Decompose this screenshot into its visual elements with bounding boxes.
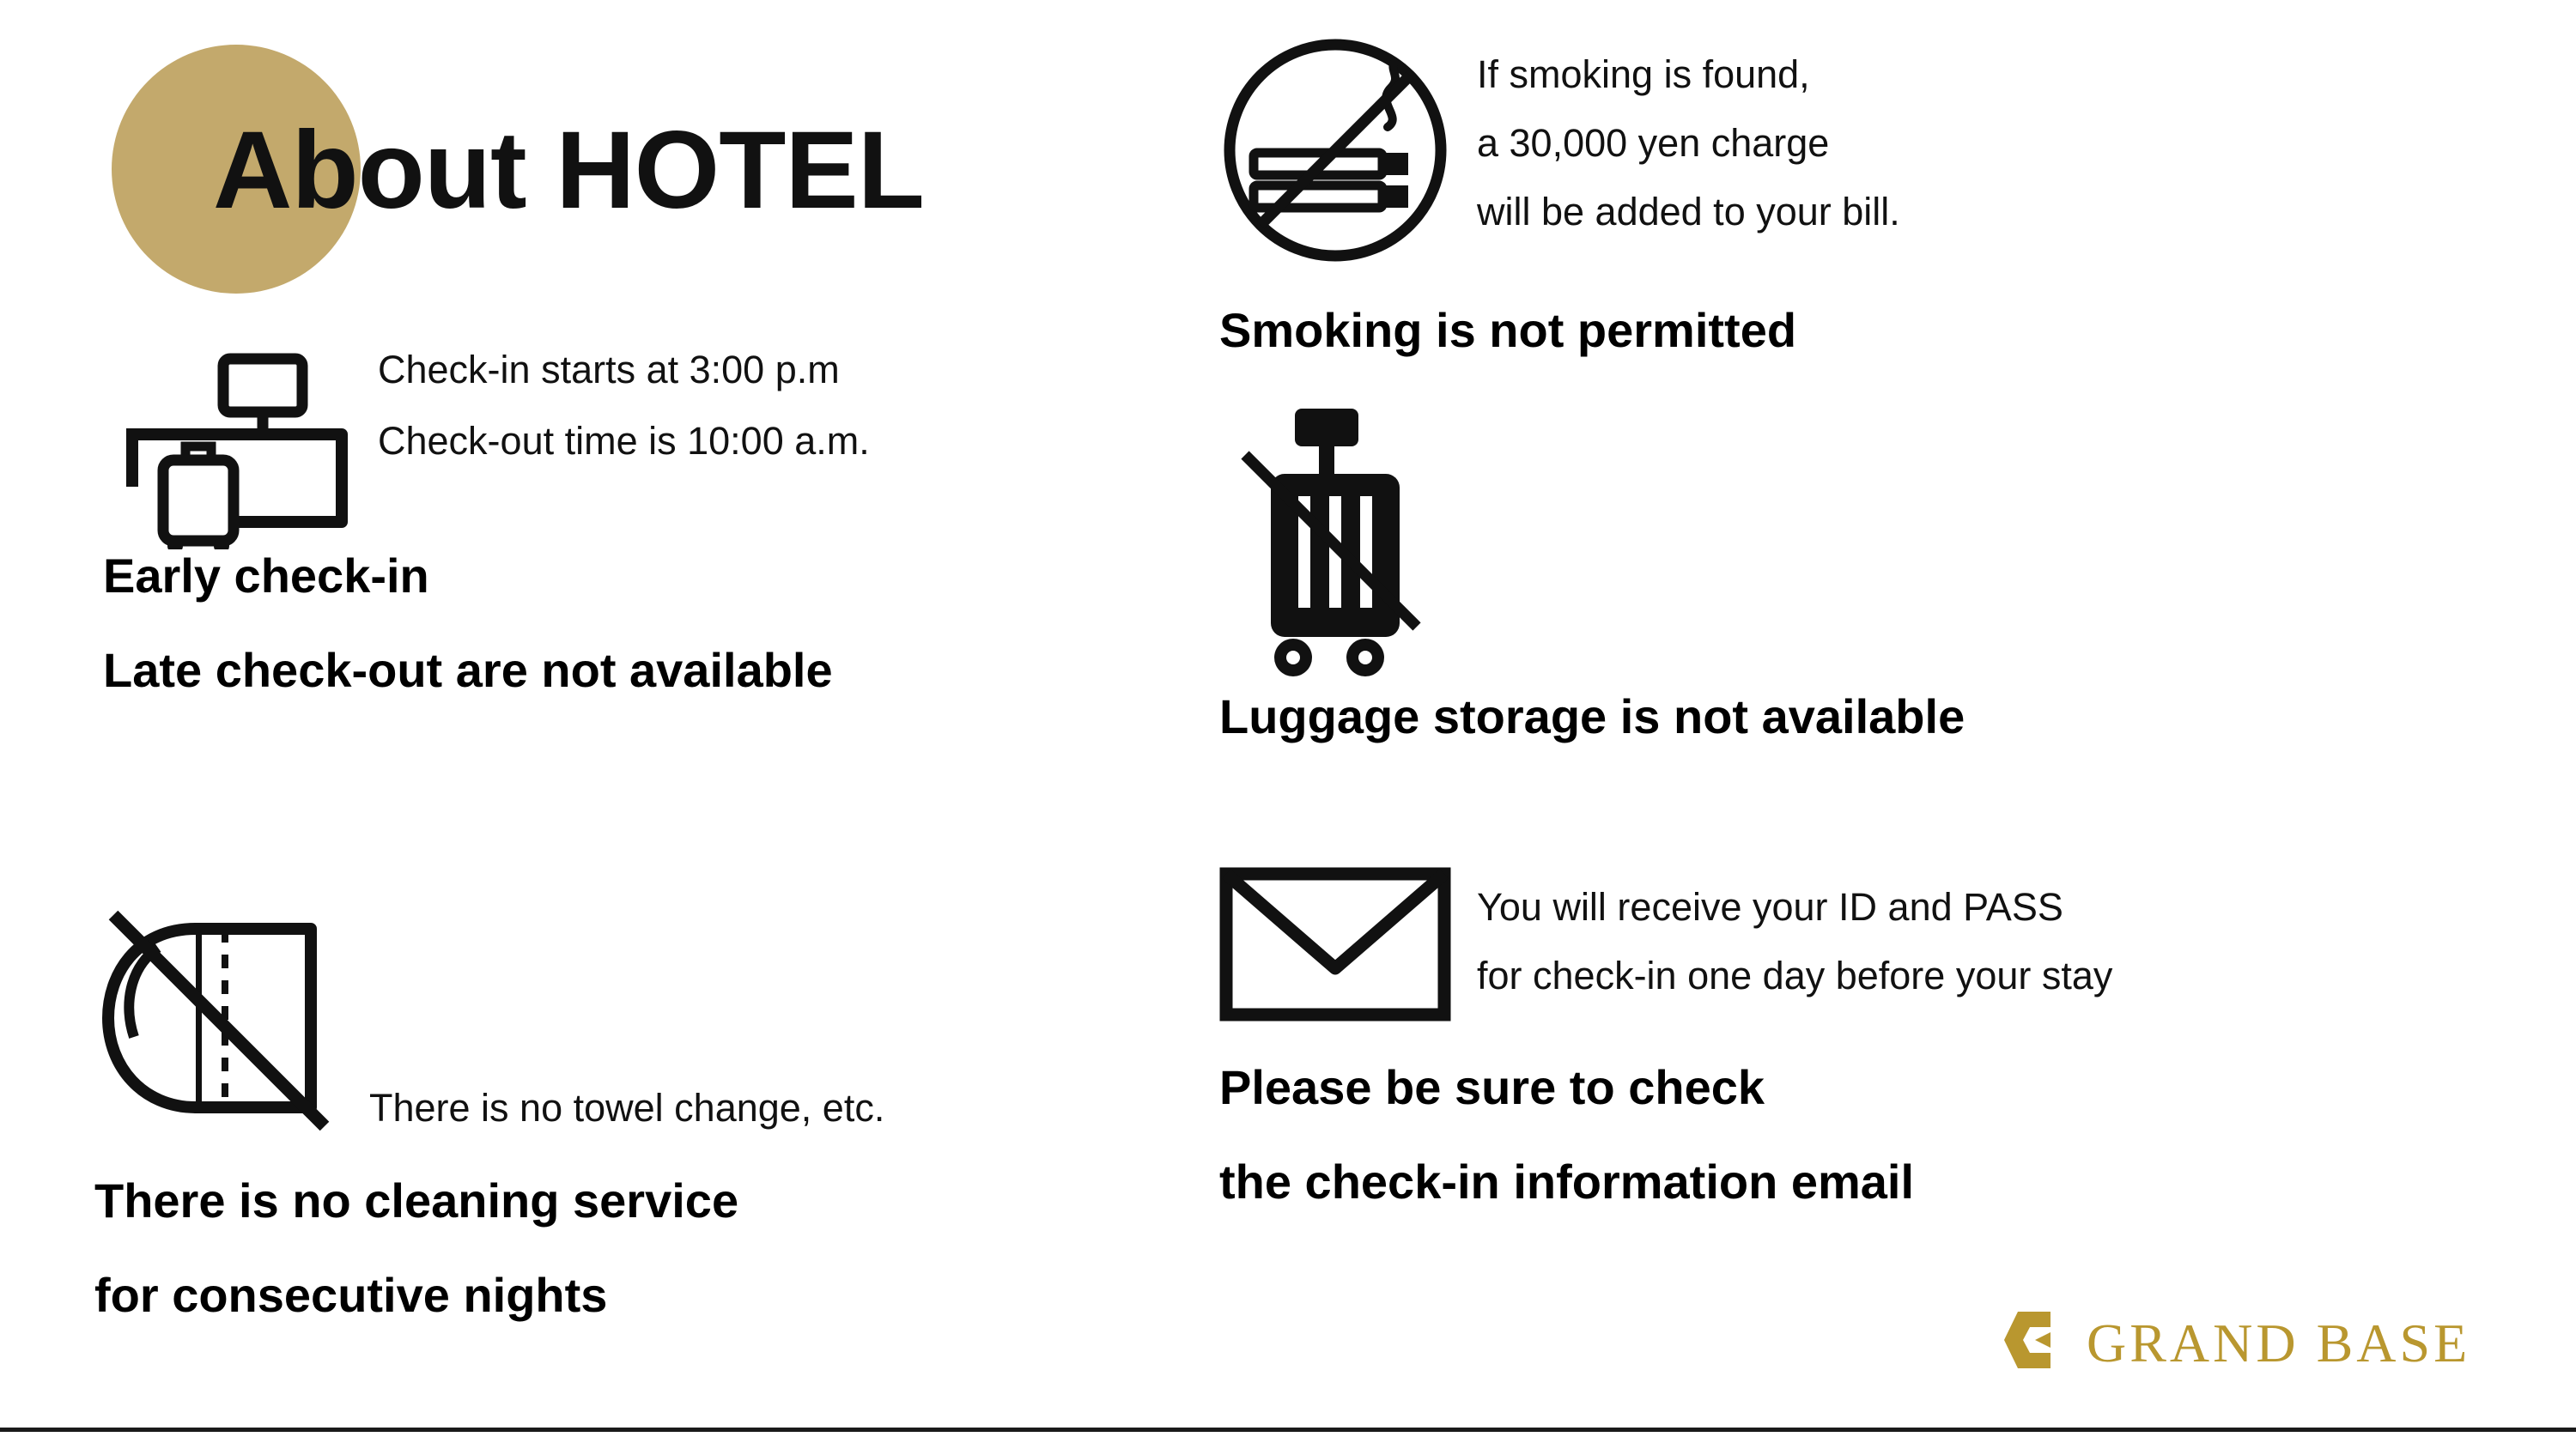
grand-base-mark-icon (2001, 1307, 2068, 1373)
email-note-1: You will receive your ID and PASS (1477, 885, 2063, 929)
smoking-note-3: will be added to your bill. (1477, 190, 1900, 233)
no-towel-icon (94, 910, 343, 1142)
check-in-headline-1: Early check-in (103, 549, 429, 603)
cleaning-headline-1: There is no cleaning service (94, 1173, 739, 1228)
check-in-headline-2: Late check-out are not available (103, 643, 833, 697)
section-smoking (1219, 34, 2507, 395)
no-smoking-icon (1219, 34, 1451, 266)
luggage-desk-icon (112, 352, 369, 549)
page-title-block (112, 26, 1142, 249)
smoking-headline-1: Smoking is not permitted (1219, 303, 1797, 357)
envelope-icon (1219, 867, 1451, 1022)
email-headline-1: Please be sure to check (1219, 1060, 1765, 1114)
no-luggage-storage-icon (1236, 403, 1451, 687)
check-in-note-1: Check-in starts at 3:00 p.m (378, 348, 840, 391)
section-email (1219, 858, 2550, 1288)
smoking-note-1: If smoking is found, (1477, 52, 1810, 96)
brand-logo-text: GRAND BASE (2087, 1313, 2471, 1373)
email-note-2: for check-in one day before your stay (1477, 954, 2113, 997)
section-luggage (1219, 403, 2507, 824)
brand-logo (2001, 1305, 2533, 1382)
page-title: About HOTEL (213, 109, 924, 232)
check-in-note-2: Check-out time is 10:00 a.m. (378, 419, 870, 463)
bottom-divider (0, 1428, 2576, 1432)
luggage-headline-1: Luggage storage is not available (1219, 689, 1965, 743)
smoking-note-2: a 30,000 yen charge (1477, 121, 1830, 165)
cleaning-note-1: There is no towel change, etc. (369, 1086, 885, 1130)
section-check-in (103, 326, 1288, 841)
email-headline-2: the check-in information email (1219, 1155, 1915, 1209)
section-cleaning (94, 901, 1279, 1399)
cleaning-headline-2: for consecutive nights (94, 1268, 608, 1322)
